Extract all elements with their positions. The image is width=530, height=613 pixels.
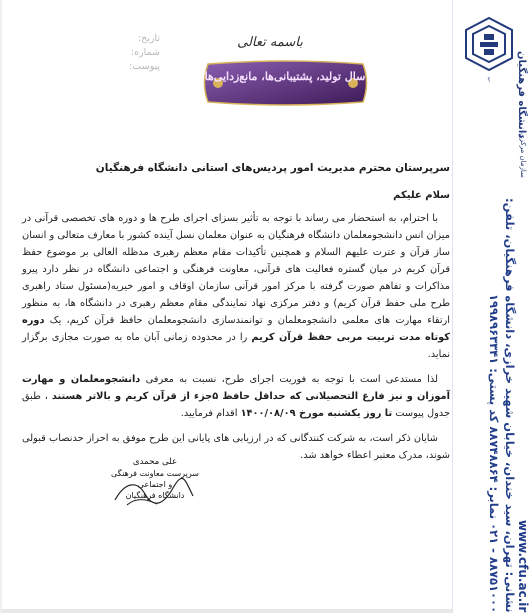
- website-address: www.cfu.ac.ir: [516, 519, 530, 612]
- letterhead-strip: [452, 0, 530, 613]
- date-label: تاریخ:: [137, 33, 160, 44]
- contact-text: نشانی: تهران، سید خندان، خیابان شهید خرازی، دانشگاه فرهنگیان، تلفن: ۸۸۷۵۱۰۰۰ - ۰۲۱ نمابر: ۸۸۷۴۸۸۶۴ کد پستی: ۱۹۹۸۹۶۳۳۴۱: [487, 198, 517, 613]
- bismillah-text: باسمه تعالی: [237, 35, 303, 50]
- university-name: دانشگاه فرهنگیان: [516, 50, 527, 138]
- paragraph-1: [22, 210, 450, 363]
- paragraph-3: شایان ذکر است، به شرکت کنندگانی که در ارزیابی های پایانی این طرح موفق به احراز حدنصاب قبولی شوند، مدرک معتبر اعطاء خواهد شد.: [22, 433, 450, 461]
- paragraph-2-start: لذا مستدعی است با توجه به فوریت اجرای طرح، نسبت به معرفی: [145, 374, 439, 385]
- number-label: شماره:: [130, 47, 160, 58]
- signatory-title: سرپرست معاونت فرهنگی و اجتماعی: [111, 469, 199, 489]
- paragraph-2-end: اقدام فرمایید.: [180, 408, 238, 419]
- svg-text:؟: ؟: [487, 77, 491, 84]
- paragraph-1-end: را در محدوده زمانی آبان ماه به صورت مجازی برگزار نماید.: [22, 332, 450, 360]
- paragraph-2: [22, 371, 450, 422]
- eligibility-text: دانشجومعلمان و مهارت آموزان و نیز فارغ التحصیلانی که حداقل حافظ ۵جزء از قرآن کریم و بالاتر هستند: [22, 374, 450, 402]
- letter-meta: [100, 32, 160, 74]
- course-title: دوره کوتاه مدت تربیت مربی حفظ قرآن کریم: [22, 315, 450, 343]
- letter-body: [22, 160, 450, 472]
- paragraph-1-text: با احترام، به استحضار می رساند با توجه به تأثیر بسزای اجرای طرح ها و دوره های تخصصی قرآنی در میزان انس دانشجومعلمان دانشگاه فرهنگیان به عنوان معلمان نسل آینده کشور با معارف متعالی و انسان ساز قرآن و عترت علیهم السلام و همچنین تأکیدات مقام معظم رهبری مدظله العالی بر موضوع حفظ قرآن کریم در میان گستره فعالیت های قرآنی، معاونت فرهنگی و اجتماعی دانشگاه در نظر دارد پیرو مذاکرات و تفاهم صورت گرفته با مرکز امور قرآنی سازمان اوقاف و امور خیریه(مسئول ستاد راهبری طرح ملی حفظ قرآن کریم) و دفتر مرکزی نهاد نمایندگی مقام معظم رهبری در دانشگاه ها، به منظور ارتقاء مهارت های معلمی دانشجومعلمان و توانمندسازی دانشجومعلمان حافظ قرآن کریم، یک: [22, 213, 450, 326]
- slogan-calligraphy-banner: [198, 58, 373, 108]
- letter-greeting: سلام علیکم: [393, 190, 450, 201]
- signatory-organization: دانشگاه فرهنگیان: [125, 491, 185, 500]
- paragraph-2-mid: ، طبق جدول پیوست: [22, 391, 450, 419]
- slogan-calligraphy-text: سال تولید، پشتیبانی‌ها، مانع‌زدایی‌ها: [204, 70, 366, 83]
- contact-info-strip: [452, 180, 530, 613]
- handwritten-signature: [105, 470, 200, 515]
- letter-recipient: سرپرستان محترم مدیریت امور پردیس‌های استانی دانشگاه فرهنگیان: [95, 162, 450, 174]
- university-subtitle: سازمان مرکزی: [519, 133, 527, 178]
- attachment-label: پیوست:: [129, 61, 160, 72]
- deadline-text: تا روز یکشنبه مورخ ۱۴۰۰/۰۸/۰۹: [240, 408, 393, 419]
- signatory-name: علی محمدی: [132, 457, 178, 467]
